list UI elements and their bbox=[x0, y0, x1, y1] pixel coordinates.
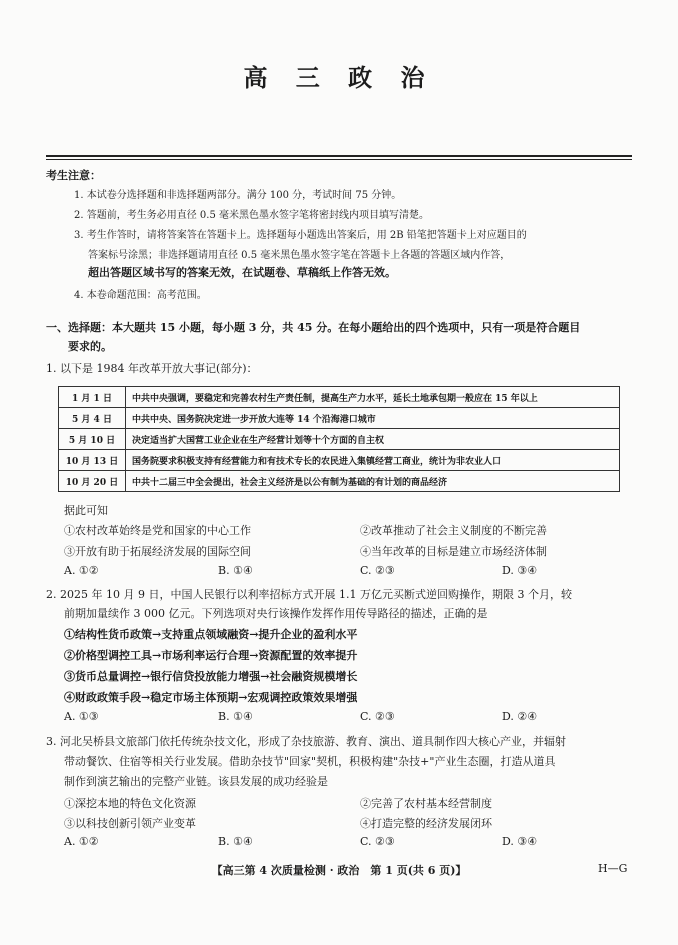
page-title: 高 三 政 治 bbox=[243, 63, 435, 92]
notice-item: 2. 答题前，考生务必用直径 0.5 毫米黑色墨水签字笔将密封线内项目填写清楚。 bbox=[74, 210, 429, 221]
events-table bbox=[58, 386, 620, 492]
statement: ③货币总量调控→银行信贷投放能力增强→社会融资规模增长 bbox=[64, 670, 358, 683]
table-row bbox=[59, 408, 620, 429]
table-row bbox=[59, 471, 620, 492]
table-row bbox=[59, 429, 620, 450]
section-heading: 一、选择题：本大题共 15 小题，每小题 3 分，共 45 分。在每小题给出的四个选项中，只有一项是符合题目 bbox=[46, 321, 581, 334]
question-stem: 3. 河北吴桥县文旅部门依托传统杂技文化，形成了杂技旅游、教育、演出、道具制作四大核心产业，并辐射 bbox=[46, 735, 566, 748]
table-date: 10 月 13 日 bbox=[59, 450, 126, 471]
notice-item: 3. 考生作答时，请将答案答在答题卡上。选择题每小题选出答案后，用 2B 铅笔把答题卡上对应题目的 bbox=[74, 230, 527, 241]
table-event: 中共中央、国务院决定进一步开放大连等 14 个沿海港口城市 bbox=[126, 408, 620, 429]
answer-option: A. ①② bbox=[64, 564, 99, 577]
table-event: 国务院要求积极支持有经营能力和有技术专长的农民进入集镇经营工商业，统计为非农业人口 bbox=[126, 450, 620, 471]
statement: ①深挖本地的特色文化资源 bbox=[64, 797, 196, 810]
table-row bbox=[59, 387, 620, 408]
statement: ④打造完整的经济发展闭环 bbox=[360, 817, 492, 830]
table-date: 5 月 4 日 bbox=[59, 408, 126, 429]
statement: ④财政政策手段→稳定市场主体预期→宏观调控政策效果增强 bbox=[64, 691, 358, 704]
table-event: 决定适当扩大国营工业企业在生产经营计划等十个方面的自主权 bbox=[126, 429, 620, 450]
table-event: 中共中央强调，要稳定和完善农村生产责任制，提高生产力水平，延长土地承包期一般应在 15 年以上 bbox=[126, 387, 620, 408]
answer-option: B. ①④ bbox=[218, 835, 253, 848]
statement: ①农村改革始终是党和国家的中心工作 bbox=[64, 524, 251, 537]
notice-item: 答案标号涂黑；非选择题请用直径 0.5 毫米黑色墨水签字笔在答题卡上各题的答题区域内作答， bbox=[88, 250, 511, 261]
answer-option: C. ②③ bbox=[360, 710, 395, 723]
statement: ①结构性货币政策→支持重点领域融资→提升企业的盈利水平 bbox=[64, 628, 358, 641]
table-date: 1 月 1 日 bbox=[59, 387, 126, 408]
statement: ③开放有助于拓展经济发展的国际空间 bbox=[64, 545, 251, 558]
notice-item: 4. 本卷命题范围：高考范围。 bbox=[74, 290, 207, 301]
answer-option: D. ③④ bbox=[502, 835, 538, 848]
notice-heading: 考生注意： bbox=[46, 169, 101, 182]
question-stem-cont: 制作到演艺输出的完整产业链。该县发展的成功经验是 bbox=[64, 775, 328, 788]
answer-option: B. ①④ bbox=[218, 710, 253, 723]
statement: ②价格型调控工具→市场利率运行合理→资源配置的效率提升 bbox=[64, 649, 358, 662]
answer-option: D. ③④ bbox=[502, 564, 538, 577]
answer-option: B. ①④ bbox=[218, 564, 253, 577]
table-date: 10 月 20 日 bbox=[59, 471, 126, 492]
notice-item: 超出答题区域书写的答案无效，在试题卷、草稿纸上作答无效。 bbox=[88, 266, 396, 279]
header-rule-thin bbox=[46, 159, 632, 160]
statement: ③以科技创新引领产业变革 bbox=[64, 817, 196, 830]
table-date: 5 月 10 日 bbox=[59, 429, 126, 450]
answer-option: A. ①② bbox=[64, 835, 99, 848]
table-row bbox=[59, 450, 620, 471]
page-footer: 【高三第 4 次质量检测 · 政治 第 1 页(共 6 页)】 bbox=[211, 864, 467, 877]
answer-option: A. ①③ bbox=[64, 710, 99, 723]
paper-code: H—G bbox=[598, 862, 628, 875]
statement: ②完善了农村基本经营制度 bbox=[360, 797, 492, 810]
table-event: 中共十二届三中全会提出，社会主义经济是以公有制为基础的有计划的商品经济 bbox=[126, 471, 620, 492]
notice-item: 1. 本试卷分选择题和非选择题两部分。满分 100 分，考试时间 75 分钟。 bbox=[74, 190, 402, 201]
section-heading-cont: 要求的。 bbox=[68, 340, 112, 353]
question-stem: 1. 以下是 1984 年改革开放大事记(部分)： bbox=[46, 362, 258, 375]
question-stem: 2. 2025 年 10 月 9 日，中国人民银行以利率招标方式开展 1.1 万亿元买断式逆回购操作，期限 3 个月，较 bbox=[46, 588, 572, 601]
question-lead: 据此可知 bbox=[64, 504, 108, 517]
answer-option: C. ②③ bbox=[360, 835, 395, 848]
answer-option: C. ②③ bbox=[360, 564, 395, 577]
question-stem-cont: 带动餐饮、住宿等相关行业发展。借助杂技节"回家"契机，积极构建"杂技+"产业生态圈，打造从道具 bbox=[64, 755, 556, 768]
header-rule-thick bbox=[46, 155, 632, 157]
statement: ④当年改革的目标是建立市场经济体制 bbox=[360, 545, 547, 558]
question-stem-cont: 前期加量续作 3 000 亿元。下列选项对央行该操作发挥作用传导路径的描述，正确的是 bbox=[64, 607, 488, 620]
answer-option: D. ②④ bbox=[502, 710, 538, 723]
statement: ②改革推动了社会主义制度的不断完善 bbox=[360, 524, 547, 537]
